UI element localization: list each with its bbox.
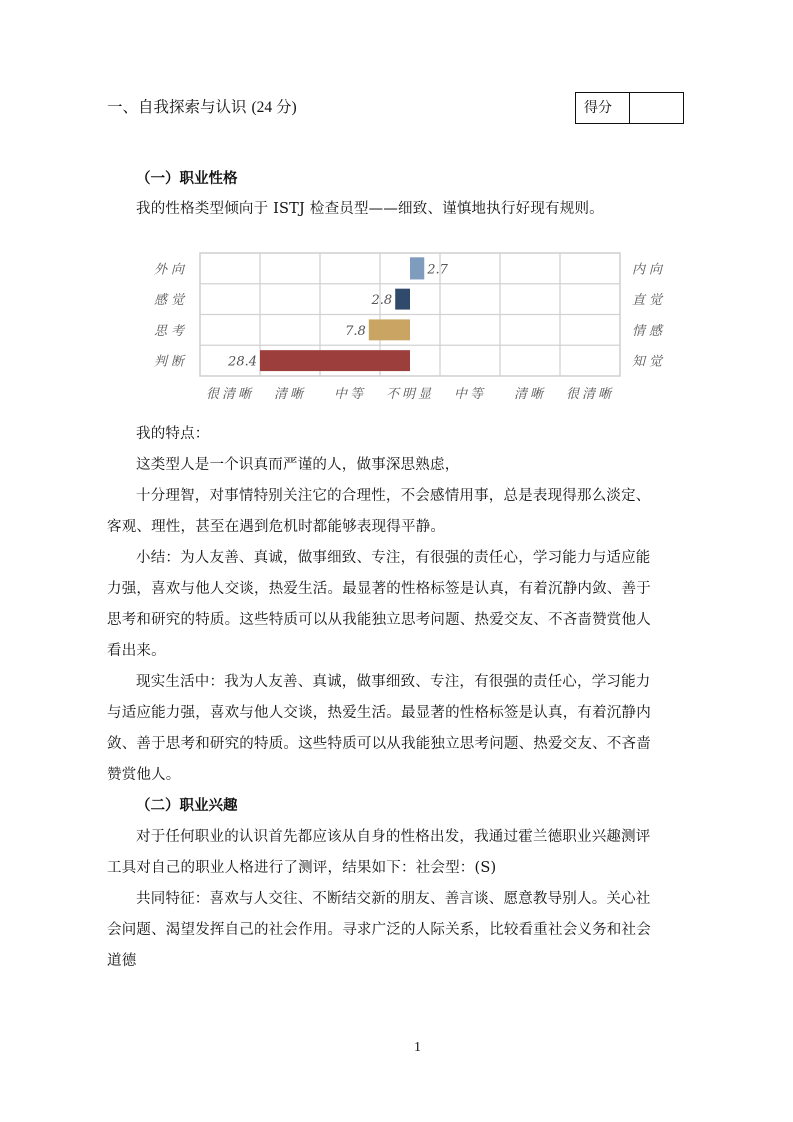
chart-right-label: 直觉 [632,293,667,309]
section-title-text: 一、自我探索与认识 [107,98,247,116]
chart-x-tick-label: 清晰 [273,387,307,402]
paragraph-line: 对于任何职业的认识首先都应该从自身的性格出发，我通过霍兰德职业兴趣测评 [136,829,651,845]
paragraph-line: 敛、善于思考和研究的特质。这些特质可以从我能独立思考问题、热爱交友、不吝啬 [107,736,651,752]
chart-right-label: 内向 [632,262,667,278]
chart-right-labels [632,262,666,369]
paragraph-line: 力强，喜欢与他人交谈，热爱生活。最显著的性格标签是认真，有着沉静内敛、善于 [107,581,651,597]
chart-data-label: 28.4 [228,354,257,370]
chart-bar [369,319,410,340]
paragraph-line: 这类型人是一个识真而严谨的人，做事深思熟虑， [136,457,460,473]
chart-x-tick-label: 中等 [333,387,367,402]
page-number: 1 [414,1040,421,1055]
chart-left-labels [154,262,188,369]
mbti-chart-svg [140,245,700,415]
paragraph-line: 工具对自己的职业人格进行了测评，结果如下：社会型：(S) [107,860,497,876]
subsection-title-interest: （二）职业兴趣 [136,798,238,814]
paragraph-line: 小结：为人友善、真诚，做事细致、专注，有很强的责任心，学习能力与适应能 [136,550,651,566]
chart-x-tick-label: 很清晰 [565,387,615,402]
chart-right-label: 知觉 [632,354,667,370]
paragraph-line: 共同特征：喜欢与人交往、不断结交新的朋友、善言谈、愿意教导别人。关心社 [136,891,651,907]
chart-x-tick-label: 清晰 [513,387,547,402]
paragraph-line: 赞赏他人。 [107,767,181,783]
chart-left-label: 外向 [153,262,188,278]
score-label: 得分 [576,93,630,123]
chart-data-label: 7.8 [345,323,366,339]
paragraph-line: 十分理智，对事情特别关注它的合理性，不会感情用事，总是表现得那么淡定、 [136,488,651,504]
chart-left-label: 感觉 [153,293,188,309]
paragraph-line: 现实生活中：我为人友善、真诚，做事细致、专注，有很强的责任心，学习能力 [136,674,651,690]
chart-bar [260,350,410,371]
mbti-chart [140,245,700,415]
paragraph-line: 与适应能力强，喜欢与他人交谈，热爱生活。最显著的性格标签是认真，有着沉静内 [107,705,651,721]
paragraph-line: 看出来。 [107,643,166,659]
chart-data-label: 2.7 [427,262,448,278]
chart-left-label: 判断 [153,354,188,370]
subsection-title-personality: （一）职业性格 [136,171,238,187]
chart-x-tick-label: 中等 [453,387,487,402]
chart-x-tick-label: 不明显 [385,387,435,402]
chart-x-tick-labels [206,387,614,402]
section-points: (24 分) [251,99,297,116]
paragraph-line: 会问题、渴望发挥自己的社会作用。寻求广泛的人际关系，比较看重社会义务和社会 [107,922,651,938]
chart-data-label: 2.8 [371,293,393,309]
section-title [107,95,297,117]
paragraph-line: 客观、理性，甚至在遇到危机时都能够表现得平静。 [107,519,446,535]
chart-right-label: 情感 [632,323,667,339]
chart-x-tick-label: 很清晰 [205,387,255,402]
personality-intro: 我的性格类型倾向于 ISTJ 检查员型——细致、谨慎地执行好现有规则。 [136,201,604,217]
paragraph-line: 道德 [107,953,137,969]
score-box [575,92,684,124]
chart-bar [395,289,410,310]
paragraph-line: 思考和研究的特质。这些特质可以从我能独立思考问题、热爱交友、不吝啬赞赏他人 [107,612,651,628]
chart-bar [410,257,424,279]
chart-left-label: 思考 [153,323,188,339]
features-heading: 我的特点： [136,426,210,442]
